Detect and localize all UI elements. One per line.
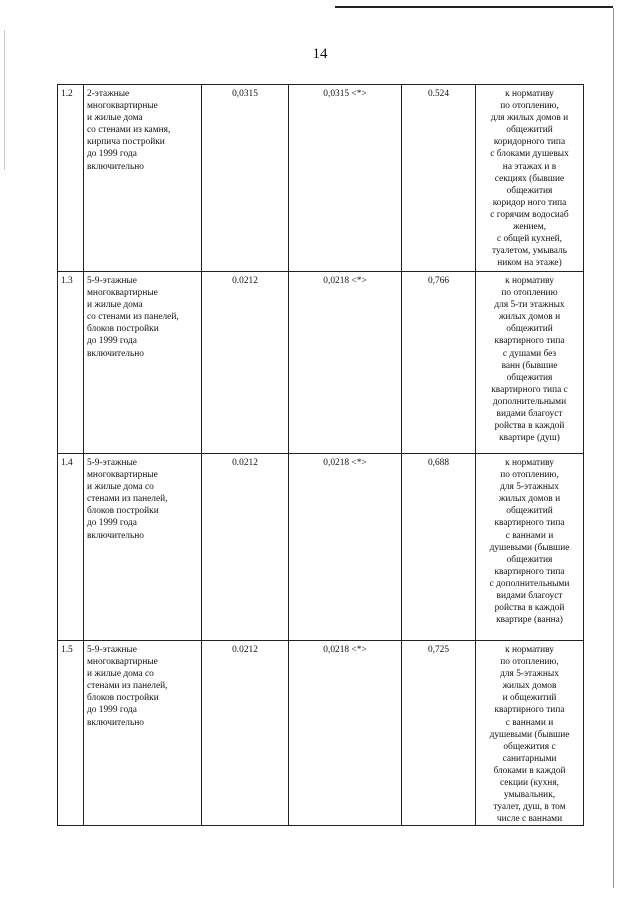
table-row xyxy=(58,454,584,641)
note-line: к нормативу xyxy=(505,89,554,99)
note-line: видами благоуст xyxy=(496,591,563,602)
building-type-line: кирпича постройки xyxy=(87,137,165,148)
norms-table-body xyxy=(58,85,584,826)
note-line: с ваннами и xyxy=(505,530,554,541)
norm-value-1-cell: 0.0212 xyxy=(202,454,289,641)
note-line: видами благоуст xyxy=(496,409,563,420)
note-cell xyxy=(476,454,584,641)
norm-value-1-cell: 0.0212 xyxy=(202,641,289,826)
note-line: душевыми (бывшие xyxy=(489,729,570,740)
note-line: по отоплению xyxy=(501,288,558,299)
norm-value-3-cell: 0.524 xyxy=(402,85,476,272)
row-number-cell: 1.3 xyxy=(58,272,84,454)
note-line: ником на этаже) xyxy=(497,258,562,269)
note-line: туалетом, умываль xyxy=(491,246,568,257)
note-line: с блоками душевых xyxy=(490,149,569,160)
building-type-line: и жилые дома со xyxy=(87,669,154,680)
note-line: дополнительными xyxy=(492,396,567,407)
note-line: для 5-этажных xyxy=(500,669,559,680)
building-type-line: до 1999 года xyxy=(87,336,137,347)
note-line: на этажах и в xyxy=(502,161,557,172)
building-type-line: стенами из панелей, xyxy=(87,681,168,692)
note-line: к нормативу xyxy=(505,458,554,468)
norm-value-2-cell: 0,0218 <*> xyxy=(289,272,402,454)
note-line: с душами без xyxy=(502,348,557,359)
note-line: коридор ного типа xyxy=(492,197,567,208)
note-line: туалет, душ, в том xyxy=(493,802,566,813)
note-line: по отоплению, xyxy=(500,657,559,668)
page-number: 14 xyxy=(312,46,328,62)
note-line: для 5-ти этажных xyxy=(494,300,565,311)
note-line: ройства в каждой xyxy=(494,603,565,614)
note-line: ройства в каждой xyxy=(494,421,565,432)
note-line: к нормативу xyxy=(505,276,554,286)
building-type-line: 5-9-этажные xyxy=(87,276,137,286)
norm-value-2-cell: 0,0218 <*> xyxy=(289,454,402,641)
row-number-cell: 1.2 xyxy=(58,85,84,272)
building-type-line: блоков постройки xyxy=(87,324,159,335)
row-number-cell: 1.4 xyxy=(58,454,84,641)
building-type-line: многоквартирные xyxy=(87,101,158,112)
note-line: общежития с xyxy=(503,741,556,752)
note-line: санитарными xyxy=(502,753,557,764)
building-type-line: до 1999 года xyxy=(87,149,137,160)
table-row xyxy=(58,85,584,272)
note-line: душевыми (бывшие xyxy=(489,542,570,553)
scan-left-edge-line xyxy=(4,30,5,170)
building-type-cell xyxy=(84,85,202,272)
note-line: с горячим водосиаб xyxy=(490,209,569,220)
note-line: секции (кухня, xyxy=(500,778,559,789)
scan-right-edge-line xyxy=(613,8,614,888)
building-type-line: до 1999 года xyxy=(87,705,137,716)
note-line: квартирного типа xyxy=(494,518,565,529)
note-line: жением, xyxy=(513,222,546,233)
note-cell xyxy=(476,641,584,826)
norm-value-2-cell: 0,0315 <*> xyxy=(289,85,402,272)
note-line: квартирного типа xyxy=(494,566,565,577)
building-type-line: блоков постройки xyxy=(87,506,159,517)
note-line: жилых домов и xyxy=(498,494,561,505)
building-type-line: блоков постройки xyxy=(87,693,159,704)
note-line: для жилых домов и xyxy=(490,113,569,124)
note-line: с ваннами и xyxy=(505,717,554,728)
note-line: квартирного типа с xyxy=(491,384,568,395)
note-line: умывальник, xyxy=(503,790,556,801)
note-line: с дополнительными xyxy=(489,578,570,589)
building-type-line: многоквартирные xyxy=(87,470,158,481)
note-line: квартире (душ) xyxy=(499,433,560,444)
building-type-line: включительно xyxy=(87,161,144,172)
building-type-line: многоквартирные xyxy=(87,288,158,299)
building-type-line: включительно xyxy=(87,348,144,359)
note-line: ванн (бывшие xyxy=(501,360,558,371)
building-type-cell xyxy=(84,454,202,641)
norm-value-1-cell: 0,0315 xyxy=(202,85,289,272)
note-line: по отоплению, xyxy=(500,470,559,481)
norm-value-3-cell: 0,766 xyxy=(402,272,476,454)
building-type-cell xyxy=(84,272,202,454)
norm-value-2-cell: 0,0218 <*> xyxy=(289,641,402,826)
building-type-line: 5-9-этажные xyxy=(87,458,137,468)
building-type-line: и жилые дома xyxy=(87,300,143,311)
note-line: блоками в каждой xyxy=(493,765,566,776)
note-line: общежития xyxy=(506,554,553,565)
note-line: и общежитий xyxy=(502,693,557,704)
note-line: квартире (ванна) xyxy=(496,615,563,626)
building-type-line: стенами из панелей, xyxy=(87,494,168,505)
note-line: с общей кухней, xyxy=(496,234,563,245)
note-line: квартирного типа xyxy=(494,336,565,347)
table-row xyxy=(58,272,584,454)
building-type-line: включительно xyxy=(87,717,144,728)
building-type-line: со стенами из панелей, xyxy=(87,312,179,323)
note-line: жилых домов и xyxy=(498,312,561,323)
building-type-line: включительно xyxy=(87,530,144,541)
note-line: к нормативу xyxy=(505,645,554,655)
note-line: общежитий xyxy=(506,324,553,335)
building-type-line: 5-9-этажные xyxy=(87,645,137,655)
building-type-line: и жилые дома xyxy=(87,113,143,124)
note-cell xyxy=(476,272,584,454)
note-cell xyxy=(476,85,584,272)
note-line: по отоплению, xyxy=(500,101,559,112)
note-line: для 5-этажных xyxy=(500,482,559,493)
note-line: общежитий xyxy=(506,125,553,136)
norms-table xyxy=(57,84,584,826)
norm-value-1-cell: 0.0212 xyxy=(202,272,289,454)
note-line: жилых домов xyxy=(502,681,557,692)
building-type-line: до 1999 года xyxy=(87,518,137,529)
note-line: числе с ваннами xyxy=(496,814,563,825)
note-line: общежития xyxy=(506,185,553,196)
building-type-line: 2-этажные xyxy=(87,89,130,99)
note-line: общежитий xyxy=(506,506,553,517)
building-type-line: многоквартирные xyxy=(87,657,158,668)
note-line: коридорного типа xyxy=(493,137,566,148)
norm-value-3-cell: 0,688 xyxy=(402,454,476,641)
norm-value-3-cell: 0,725 xyxy=(402,641,476,826)
note-line: секциях (бывшие xyxy=(494,173,565,184)
note-line: квартирного типа xyxy=(494,705,565,716)
building-type-line: и жилые дома со xyxy=(87,482,154,493)
note-line: общежития xyxy=(506,372,553,383)
scan-top-edge-line xyxy=(335,6,613,8)
building-type-line: со стенами из камня, xyxy=(87,125,171,136)
building-type-cell xyxy=(84,641,202,826)
row-number-cell: 1.5 xyxy=(58,641,84,826)
table-row xyxy=(58,641,584,826)
